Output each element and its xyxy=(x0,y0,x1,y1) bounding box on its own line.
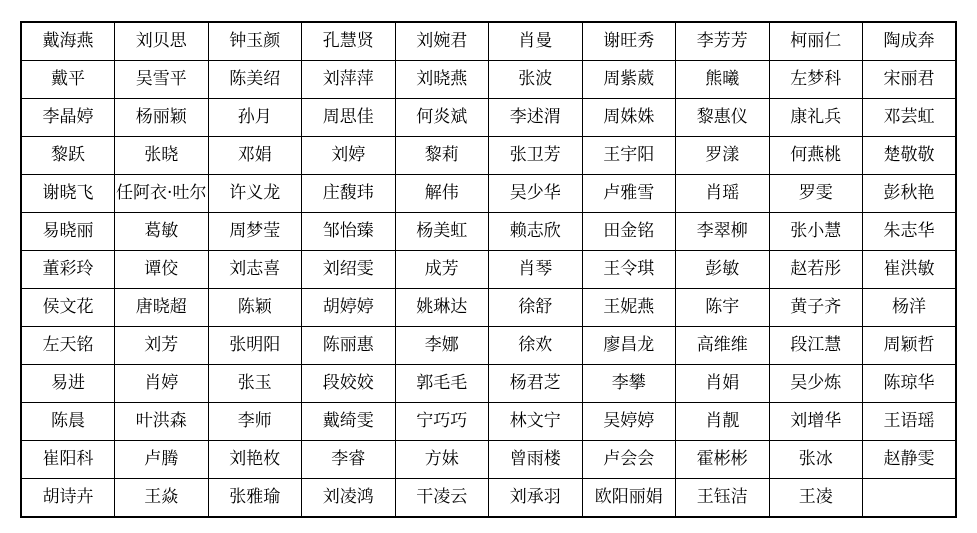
name-cell: 侯文花 xyxy=(21,289,115,327)
name-cell: 杨美虹 xyxy=(395,213,489,251)
table-row xyxy=(21,213,956,251)
table-row xyxy=(21,479,956,518)
name-cell: 孔慧贤 xyxy=(302,22,396,61)
table-row xyxy=(21,99,956,137)
name-cell: 刘贝思 xyxy=(115,22,209,61)
name-cell: 胡婷婷 xyxy=(302,289,396,327)
name-cell: 戴平 xyxy=(21,61,115,99)
name-cell: 杨丽颖 xyxy=(115,99,209,137)
table-row xyxy=(21,327,956,365)
name-cell: 孙月 xyxy=(208,99,302,137)
name-cell: 刘晓燕 xyxy=(395,61,489,99)
name-cell: 方妹 xyxy=(395,441,489,479)
name-cell: 何燕桃 xyxy=(769,137,863,175)
name-cell: 楚敬敬 xyxy=(863,137,957,175)
name-cell: 柯丽仁 xyxy=(769,22,863,61)
name-cell: 肖琴 xyxy=(489,251,583,289)
name-cell: 戴绮雯 xyxy=(302,403,396,441)
name-cell: 肖曼 xyxy=(489,22,583,61)
name-cell: 廖昌龙 xyxy=(582,327,676,365)
name-cell: 姚琳达 xyxy=(395,289,489,327)
name-cell: 段姣姣 xyxy=(302,365,396,403)
name-cell: 李芳芳 xyxy=(676,22,770,61)
name-cell: 张雅瑜 xyxy=(208,479,302,518)
table-row xyxy=(21,61,956,99)
name-cell: 王语瑶 xyxy=(863,403,957,441)
name-cell: 易晓丽 xyxy=(21,213,115,251)
name-cell: 杨洋 xyxy=(863,289,957,327)
name-cell: 陈颖 xyxy=(208,289,302,327)
name-cell: 林文宁 xyxy=(489,403,583,441)
name-cell: 宋丽君 xyxy=(863,61,957,99)
name-cell: 彭秋艳 xyxy=(863,175,957,213)
name-cell: 张卫芳 xyxy=(489,137,583,175)
name-cell: 康礼兵 xyxy=(769,99,863,137)
name-cell: 吴婷婷 xyxy=(582,403,676,441)
table-row xyxy=(21,289,956,327)
name-cell: 段江慧 xyxy=(769,327,863,365)
name-cell: 朱志华 xyxy=(863,213,957,251)
name-cell: 罗漾 xyxy=(676,137,770,175)
name-cell: 叶洪森 xyxy=(115,403,209,441)
name-cell: 周思佳 xyxy=(302,99,396,137)
name-cell: 徐欢 xyxy=(489,327,583,365)
name-cell: 刘绍雯 xyxy=(302,251,396,289)
name-cell: 任阿衣·吐尔 xyxy=(115,175,209,213)
name-cell: 刘萍萍 xyxy=(302,61,396,99)
name-cell: 董彩玲 xyxy=(21,251,115,289)
name-cell: 干凌云 xyxy=(395,479,489,518)
name-cell: 刘婷 xyxy=(302,137,396,175)
name-cell: 黄子齐 xyxy=(769,289,863,327)
name-cell: 张波 xyxy=(489,61,583,99)
name-cell: 邓娟 xyxy=(208,137,302,175)
name-cell: 卢会会 xyxy=(582,441,676,479)
name-cell: 吴少炼 xyxy=(769,365,863,403)
name-cell: 吴少华 xyxy=(489,175,583,213)
name-cell: 周梦莹 xyxy=(208,213,302,251)
name-cell: 罗雯 xyxy=(769,175,863,213)
name-cell: 左天铭 xyxy=(21,327,115,365)
name-cell: 谢旺秀 xyxy=(582,22,676,61)
name-cell: 李睿 xyxy=(302,441,396,479)
name-cell: 彭敏 xyxy=(676,251,770,289)
name-cell: 黎莉 xyxy=(395,137,489,175)
table-row xyxy=(21,137,956,175)
table-row xyxy=(21,441,956,479)
name-cell: 成芳 xyxy=(395,251,489,289)
name-cell: 周颖哲 xyxy=(863,327,957,365)
table-row xyxy=(21,175,956,213)
name-cell: 谭佼 xyxy=(115,251,209,289)
name-cell: 易进 xyxy=(21,365,115,403)
name-cell: 陈宇 xyxy=(676,289,770,327)
name-cell: 熊曦 xyxy=(676,61,770,99)
name-cell: 王焱 xyxy=(115,479,209,518)
name-cell: 赵若彤 xyxy=(769,251,863,289)
name-cell: 陈丽惠 xyxy=(302,327,396,365)
name-cell: 霍彬彬 xyxy=(676,441,770,479)
name-cell: 黎惠仪 xyxy=(676,99,770,137)
name-cell: 郭毛毛 xyxy=(395,365,489,403)
name-cell: 戴海燕 xyxy=(21,22,115,61)
name-cell: 钟玉颜 xyxy=(208,22,302,61)
name-cell: 王宇阳 xyxy=(582,137,676,175)
name-cell: 谢晓飞 xyxy=(21,175,115,213)
name-roster-table-body xyxy=(21,22,956,517)
name-cell: 杨君芝 xyxy=(489,365,583,403)
name-cell: 刘增华 xyxy=(769,403,863,441)
name-cell: 周紫葳 xyxy=(582,61,676,99)
name-cell: 刘志喜 xyxy=(208,251,302,289)
name-cell: 赖志欣 xyxy=(489,213,583,251)
name-cell: 陈美绍 xyxy=(208,61,302,99)
name-cell: 卢腾 xyxy=(115,441,209,479)
name-cell: 高维维 xyxy=(676,327,770,365)
name-cell: 张明阳 xyxy=(208,327,302,365)
name-cell: 张小慧 xyxy=(769,213,863,251)
name-cell: 刘承羽 xyxy=(489,479,583,518)
name-cell: 张冰 xyxy=(769,441,863,479)
name-cell: 邓芸虹 xyxy=(863,99,957,137)
name-cell: 肖靓 xyxy=(676,403,770,441)
name-cell: 刘艳枚 xyxy=(208,441,302,479)
name-cell: 宁巧巧 xyxy=(395,403,489,441)
name-cell: 葛敏 xyxy=(115,213,209,251)
name-cell: 张晓 xyxy=(115,137,209,175)
name-cell: 吴雪平 xyxy=(115,61,209,99)
table-row xyxy=(21,365,956,403)
name-cell: 陈晨 xyxy=(21,403,115,441)
table-row xyxy=(21,22,956,61)
name-cell: 曾雨楼 xyxy=(489,441,583,479)
name-cell: 唐晓超 xyxy=(115,289,209,327)
name-cell: 李娜 xyxy=(395,327,489,365)
table-row xyxy=(21,251,956,289)
name-cell: 李晶婷 xyxy=(21,99,115,137)
name-cell: 张玉 xyxy=(208,365,302,403)
name-cell: 李攀 xyxy=(582,365,676,403)
name-cell: 王妮燕 xyxy=(582,289,676,327)
name-cell: 王凌 xyxy=(769,479,863,518)
name-cell: 王令琪 xyxy=(582,251,676,289)
name-cell: 崔洪敏 xyxy=(863,251,957,289)
name-cell: 何炎斌 xyxy=(395,99,489,137)
name-cell: 黎跃 xyxy=(21,137,115,175)
name-cell: 邹怡臻 xyxy=(302,213,396,251)
name-cell: 庄馥玮 xyxy=(302,175,396,213)
name-cell: 许义龙 xyxy=(208,175,302,213)
name-cell: 刘婉君 xyxy=(395,22,489,61)
name-cell: 崔阳科 xyxy=(21,441,115,479)
name-cell: 王钰洁 xyxy=(676,479,770,518)
name-cell: 陶成奔 xyxy=(863,22,957,61)
name-cell: 左梦科 xyxy=(769,61,863,99)
name-cell: 肖瑶 xyxy=(676,175,770,213)
name-cell: 刘凌鸿 xyxy=(302,479,396,518)
name-cell: 肖娟 xyxy=(676,365,770,403)
name-cell: 李师 xyxy=(208,403,302,441)
name-cell: 赵静雯 xyxy=(863,441,957,479)
name-cell: 刘芳 xyxy=(115,327,209,365)
name-cell: 解伟 xyxy=(395,175,489,213)
empty-cell xyxy=(863,479,957,518)
name-cell: 肖婷 xyxy=(115,365,209,403)
name-cell: 田金铭 xyxy=(582,213,676,251)
name-cell: 欧阳丽娟 xyxy=(582,479,676,518)
name-cell: 胡诗卉 xyxy=(21,479,115,518)
name-cell: 李述渭 xyxy=(489,99,583,137)
name-cell: 徐舒 xyxy=(489,289,583,327)
name-cell: 李翠柳 xyxy=(676,213,770,251)
name-roster-table xyxy=(20,21,957,518)
name-cell: 陈琼华 xyxy=(863,365,957,403)
table-row xyxy=(21,403,956,441)
name-cell: 周姝姝 xyxy=(582,99,676,137)
name-cell: 卢雅雪 xyxy=(582,175,676,213)
